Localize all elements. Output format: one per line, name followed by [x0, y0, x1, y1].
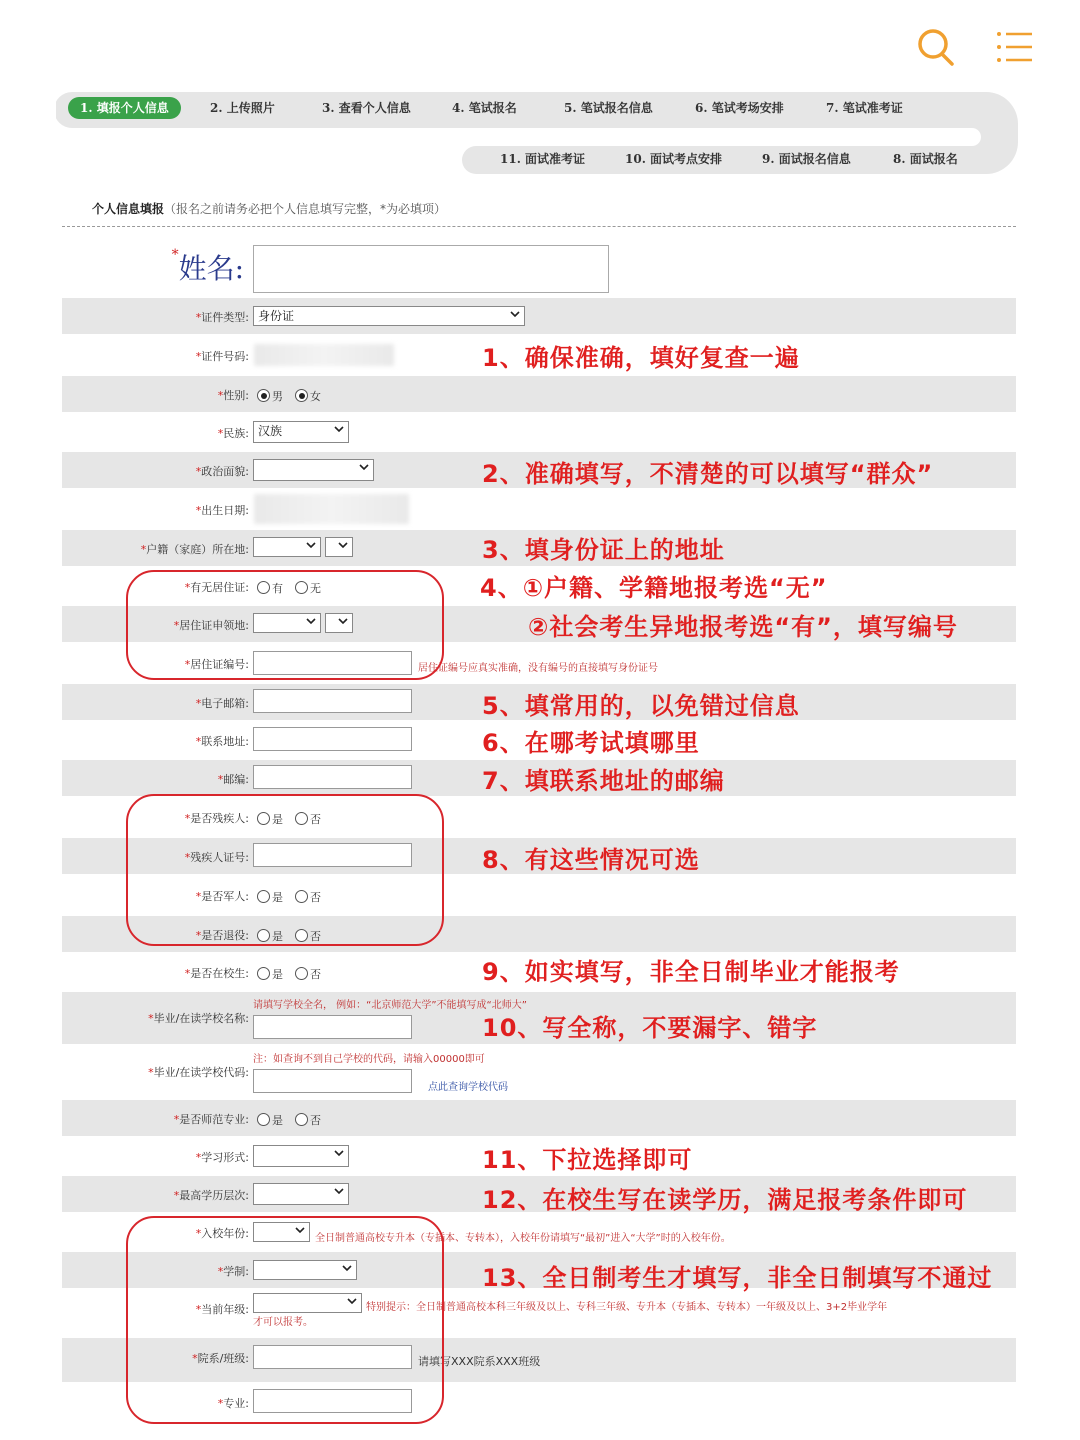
annotation-circle [126, 1216, 444, 1424]
hukou-city-select[interactable] [325, 537, 353, 557]
step-11[interactable]: 11. 面试准考证 [500, 152, 586, 166]
military-no-radio[interactable]: 否 [295, 889, 321, 905]
note-11: 11、下拉选择即可 [482, 1146, 693, 1174]
step-4[interactable]: 4. 笔试报名 [452, 101, 517, 115]
id-number-value [254, 344, 394, 366]
row-birth [62, 490, 1016, 528]
annotation-circle [126, 570, 444, 680]
student-no-radio[interactable]: 否 [295, 966, 321, 982]
row-ethnicity [62, 414, 1016, 450]
row-id-type [62, 298, 1016, 334]
dept-label: *院系/班级: [192, 1352, 249, 1365]
note-9: 9、如实填写，非全日制毕业才能报考 [482, 958, 900, 986]
note-4a: 4、①户籍、学籍地报考选“无” [480, 574, 828, 602]
veteran-no-radio[interactable]: 否 [295, 928, 321, 944]
ethnicity-select[interactable]: 汉族 [253, 421, 349, 443]
id-type-label: *证件类型: [195, 311, 249, 324]
note-12: 12、在校生写在读学历，满足报考条件即可 [482, 1186, 968, 1214]
row-normal [62, 1100, 1016, 1136]
birth-value [254, 494, 409, 524]
school-name-hint: 请填写学校全名， 例如：“北京师范大学”不能填写成“北师大” [253, 1000, 527, 1011]
email-label: *电子邮箱: [195, 697, 249, 710]
chevron-down-icon [510, 309, 520, 319]
gender-male-radio[interactable]: 男 [257, 388, 283, 404]
veteran-label: *是否退役: [195, 929, 249, 942]
divider [62, 226, 1016, 227]
permit-have-radio[interactable]: 有 [257, 580, 283, 596]
major-label: *专业: [217, 1397, 249, 1410]
note-1: 1、确保准确，填好复查一遍 [482, 344, 800, 372]
school-code-input[interactable] [253, 1069, 412, 1093]
disabled-label: *是否残疾人: [184, 812, 249, 825]
education-select[interactable] [253, 1183, 349, 1205]
row-gender [62, 376, 1016, 412]
school-name-label: *毕业/在读学校名称: [148, 1012, 249, 1025]
note-2: 2、准确填写，不清楚的可以填写“群众” [482, 460, 934, 488]
step-9[interactable]: 9. 面试报名信息 [762, 152, 851, 166]
grade-hint-cont: 才可以报考。 [253, 1317, 313, 1328]
chevron-down-icon [334, 1148, 344, 1158]
permit-none-radio[interactable]: 无 [295, 580, 321, 596]
step-5[interactable]: 5. 笔试报名信息 [564, 101, 653, 115]
step-2[interactable]: 2. 上传照片 [210, 101, 275, 115]
menu-icon[interactable] [996, 30, 1034, 64]
hukou-label: *户籍（家庭）所在地: [140, 543, 249, 556]
note-6: 6、在哪考试填哪里 [482, 729, 700, 757]
residence-permit-label: *有无居住证: [184, 581, 249, 594]
form-heading [92, 200, 446, 217]
politics-label: *政治面貌: [195, 465, 249, 478]
grade-label: *当前年级: [195, 1303, 249, 1316]
chevron-down-icon [359, 462, 369, 472]
form-subtitle: （报名之前请务必把个人信息填写完整，*为必填项） [164, 202, 447, 216]
id-number-label: *证件号码: [195, 350, 249, 363]
step-8[interactable]: 8. 面试报名 [893, 152, 958, 166]
step-10[interactable]: 10. 面试考点安排 [625, 152, 723, 166]
politics-select[interactable] [253, 459, 374, 481]
disabled-no-radio[interactable]: 否 [295, 811, 321, 827]
normal-label: *是否师范专业: [173, 1113, 249, 1126]
school-code-label: *毕业/在读学校代码: [148, 1066, 249, 1079]
note-4b: ②社会考生异地报考选“有”，填写编号 [528, 613, 958, 641]
hukou-province-select[interactable] [253, 537, 321, 557]
chevron-down-icon [334, 1186, 344, 1196]
step-7[interactable]: 7. 笔试准考证 [826, 101, 903, 115]
system-label: *学制: [217, 1265, 249, 1278]
name-label: *姓名: [171, 247, 244, 285]
student-yes-radio[interactable]: 是 [257, 966, 283, 982]
name-input[interactable] [253, 245, 609, 293]
note-5: 5、填常用的，以免错过信息 [482, 692, 800, 720]
step-6[interactable]: 6. 笔试考场安排 [695, 101, 784, 115]
address-input[interactable] [253, 727, 412, 751]
step-1[interactable]: 1. 填报个人信息 [68, 97, 181, 119]
gender-label: *性别: [217, 389, 249, 402]
gender-female-radio[interactable]: 女 [295, 388, 321, 404]
normal-no-radio[interactable]: 否 [295, 1112, 321, 1128]
chevron-down-icon [334, 424, 344, 434]
note-3: 3、填身份证上的地址 [482, 536, 725, 564]
chevron-down-icon [306, 540, 316, 550]
note-8: 8、有这些情况可选 [482, 846, 700, 874]
address-label: *联系地址: [195, 735, 249, 748]
form-title: 个人信息填报 [92, 202, 165, 216]
email-input[interactable] [253, 689, 412, 713]
zip-label: *邮编: [217, 773, 249, 786]
id-type-select[interactable]: 身份证 [253, 306, 525, 326]
military-yes-radio[interactable]: 是 [257, 889, 283, 905]
enroll-year-hint: 全日制普通高校专升本（专插本、专转本），入校年份请填写“最初”进入“大学”时的入校年份。 [315, 1233, 731, 1244]
enroll-year-label: *入校年份: [195, 1227, 249, 1240]
zip-input[interactable] [253, 765, 412, 789]
grade-hint: 特别提示：全日制普通高校本科三年级及以上、专科三年级、专升本（专插本、专转本）一年级及以上、3+2毕业学年 [366, 1302, 888, 1313]
disabled-cert-label: *残疾人证号: [184, 851, 249, 864]
note-13: 13、全日制考生才填写，非全日制填写不通过 [482, 1264, 993, 1292]
study-form-label: *学习形式: [195, 1151, 249, 1164]
chevron-down-icon [338, 540, 348, 550]
annotation-circle [126, 794, 444, 946]
school-name-input[interactable] [253, 1015, 412, 1039]
normal-yes-radio[interactable]: 是 [257, 1112, 283, 1128]
birth-label: *出生日期: [195, 504, 249, 517]
note-7: 7、填联系地址的邮编 [482, 767, 725, 795]
veteran-yes-radio[interactable]: 是 [257, 928, 283, 944]
permit-place-label: *居住证申领地: [173, 619, 249, 632]
school-code-hint: 注：如查询不到自己学校的代码，请输入00000即可 [253, 1054, 485, 1065]
row-school-code [62, 1046, 1016, 1098]
study-form-select[interactable] [253, 1145, 349, 1167]
disabled-yes-radio[interactable]: 是 [257, 811, 283, 827]
student-label: *是否在校生: [184, 967, 249, 980]
education-label: *最高学历层次: [173, 1189, 249, 1202]
ethnicity-label: *民族: [217, 427, 249, 440]
school-code-link[interactable]: 点此查询学校代码 [428, 1082, 508, 1093]
permit-number-label: *居住证编号: [184, 658, 249, 671]
military-label: *是否军人: [195, 890, 249, 903]
step-3[interactable]: 3. 查看个人信息 [322, 101, 411, 115]
search-icon[interactable] [914, 26, 956, 68]
note-10: 10、写全称，不要漏字、错字 [482, 1014, 818, 1042]
permit-number-hint: 居住证编号应真实准确，没有编号的直接填写身份证号 [418, 663, 658, 674]
dept-hint: 请填写XXX院系XXX班级 [418, 1355, 541, 1368]
